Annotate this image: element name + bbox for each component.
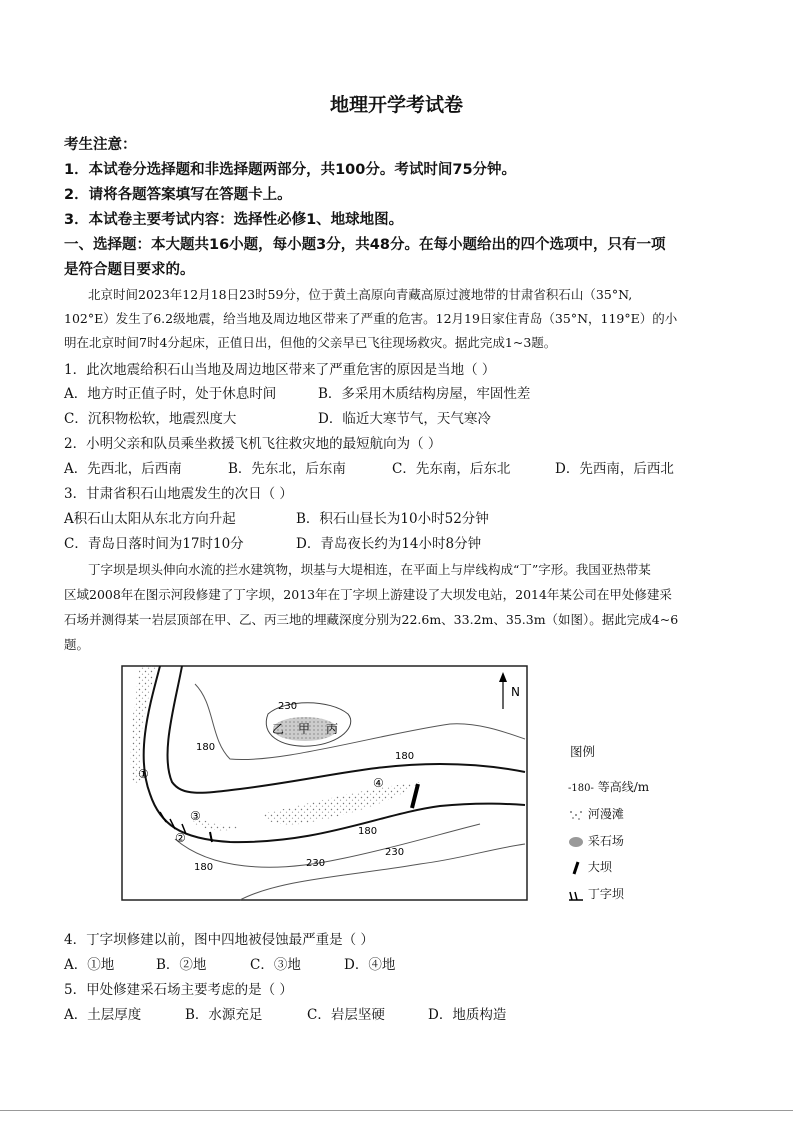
passage2-line1: 丁字坝是坝头伸向水流的拦水建筑物，坝基与大堤相连，在平面上与岸线构成“丁”字形。我国亚热带某 <box>88 562 651 577</box>
q5-option-b: B．水源充足 <box>185 1007 263 1023</box>
site-jia: 甲 <box>298 722 311 736</box>
point-1: ① <box>138 767 149 781</box>
legend-floodplain-label: 河漫滩 <box>587 807 624 821</box>
q1-option-a: A．地方时正值子时，处于休息时间 <box>64 386 277 402</box>
legend-item-floodplain <box>568 805 624 822</box>
q4-option-c: C．③地 <box>250 957 301 973</box>
q5-stem: 5．甲处修建采石场主要考虑的是（ ） <box>64 982 293 998</box>
q2-option-c: C．先东南，后东北 <box>392 461 511 477</box>
contour-label-230-right: 230 <box>385 847 405 858</box>
dam-icon <box>568 861 584 875</box>
q5-option-d: D．地质构造 <box>428 1007 507 1023</box>
legend-quarry-label: 采石场 <box>587 834 624 848</box>
passage1-line3: 明在北京时间7时4分起床，正值日出，但他的父亲早已飞往现场救灾。据此完成1~3题。 <box>64 335 557 350</box>
contour-label-230-bottom: 230 <box>306 858 326 869</box>
q3-option-b: B．积石山昼长为10小时52分钟 <box>296 511 489 527</box>
q2-option-b: B．先东北，后东南 <box>228 461 346 477</box>
contour-label-180-bottom: 180 <box>194 862 214 873</box>
north-label: N <box>511 685 520 699</box>
point-4: ④ <box>373 776 384 790</box>
legend-title: 图例 <box>570 744 596 759</box>
groyne-icon <box>568 888 584 902</box>
q4-stem: 4．丁字坝修建以前，图中四地被侵蚀最严重是（ ） <box>64 932 374 948</box>
q3-stem: 3．甘肃省积石山地震发生的次日（ ） <box>64 486 293 502</box>
q5-option-a: A．土层厚度 <box>64 1007 142 1023</box>
section-heading-line2: 是符合题目要求的。 <box>64 262 195 278</box>
notice-item-3: 3．本试卷主要考试内容：选择性必修1、地球地图。 <box>64 212 404 228</box>
legend-item-contour <box>568 778 649 795</box>
contour-label-180-left: 180 <box>196 742 216 753</box>
legend-contour-label: 等高线/m <box>597 780 650 794</box>
site-bing: 丙 <box>326 722 339 736</box>
legend-item-groyne <box>568 885 624 902</box>
passage1-line1: 北京时间2023年12月18日23时59分，位于黄土高原向青藏高原过渡地带的甘肃省积石山（35°N, <box>88 287 633 302</box>
legend-contour-symbol: -180- <box>568 783 594 794</box>
q4-option-b: B．②地 <box>156 957 207 973</box>
notice-item-1: 1．本试卷分选择题和非选择题两部分，共100分。考试时间75分钟。 <box>64 162 517 178</box>
passage2-line2: 区域2008年在图示河段修建了丁字坝，2013年在丁字坝上游建设了大坝发电站，2014年某公司在甲处修建采 <box>64 587 672 602</box>
q4-option-d: D．④地 <box>344 957 396 973</box>
passage2-line4: 题。 <box>64 637 90 652</box>
passage1-line2: 102°E）发生了6.2级地震，给当地及周边地区带来了严重的危害。12月19日家住青岛（35°N，119°E）的小 <box>64 311 678 326</box>
notice-heading: 考生注意： <box>64 137 137 153</box>
q2-option-a: A．先西北，后西南 <box>64 461 182 477</box>
quarry-icon <box>568 836 584 848</box>
page-title: 地理开学考试卷 <box>329 94 463 116</box>
section-heading-line1: 一、选择题：本大题共16小题，每小题3分，共48分。在每小题给出的四个选项中，只有一项 <box>64 237 666 253</box>
q1-option-d: D．临近大寒节气，天气寒冷 <box>318 411 491 427</box>
q1-option-c: C．沉积物松软，地震烈度大 <box>64 411 237 427</box>
q3-option-d: D．青岛夜长约为14小时8分钟 <box>296 536 482 552</box>
page-bottom-rule <box>0 1110 793 1111</box>
contour-label-180-mid: 180 <box>358 826 378 837</box>
legend-item-dam <box>568 858 612 875</box>
point-2: ② <box>175 831 186 845</box>
q5-option-c: C．岩层坚硬 <box>307 1007 385 1023</box>
point-3: ③ <box>190 809 201 823</box>
legend-groyne-label: 丁字坝 <box>587 887 624 901</box>
floodplain-icon <box>568 809 584 821</box>
q2-stem: 2．小明父亲和队员乘坐救援飞机飞往救灾地的最短航向为（ ） <box>64 436 442 452</box>
legend-item-quarry <box>568 832 624 849</box>
q3-option-c: C．青岛日落时间为17时10分 <box>64 536 244 552</box>
site-yi: 乙 <box>272 722 285 736</box>
q3-option-a: A积石山太阳从东北方向升起 <box>64 511 236 527</box>
q1-stem: 1．此次地震给积石山当地及周边地区带来了严重危害的原因是当地（ ） <box>64 362 496 378</box>
q2-option-d: D．先西南，后西北 <box>555 461 674 477</box>
contour-label-230-top: 230 <box>278 701 298 712</box>
contour-label-180-right: 180 <box>395 751 415 762</box>
notice-item-2: 2．请将各题答案填写在答题卡上。 <box>64 187 292 203</box>
passage2-line3: 石场并测得某一岩层顶部在甲、乙、丙三地的埋藏深度分别为22.6m、33.2m、35.3m（如图）。据此完成4~6 <box>64 612 679 627</box>
q1-option-b: B．多采用木质结构房屋，牢固性差 <box>318 386 531 402</box>
river-map <box>120 664 530 904</box>
legend-dam-label: 大坝 <box>587 860 612 874</box>
q4-option-a: A．①地 <box>64 957 115 973</box>
